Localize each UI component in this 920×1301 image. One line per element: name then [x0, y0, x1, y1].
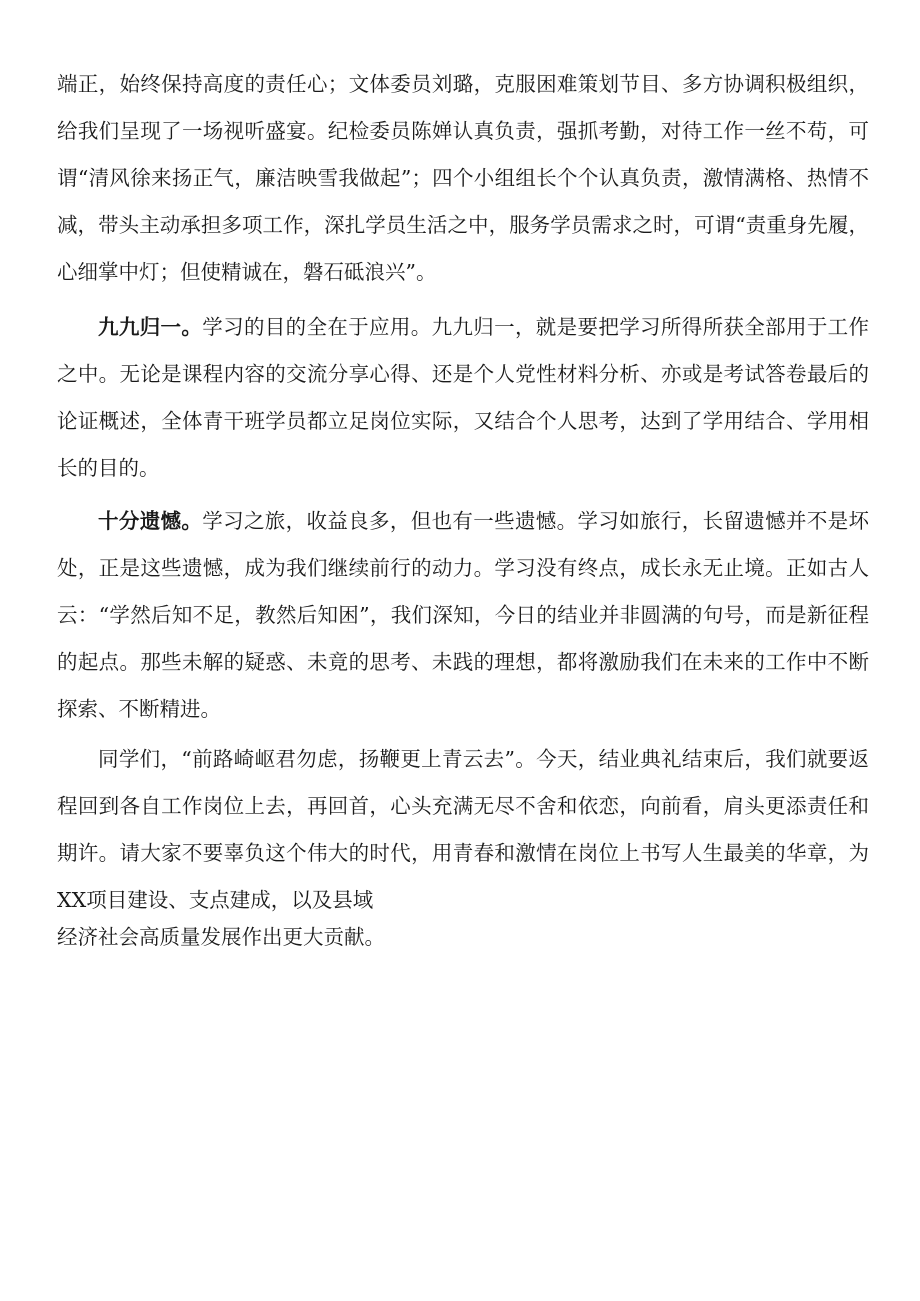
paragraph-text: 学习之旅，收益良多，但也有一些遗憾。学习如旅行，长留遗憾并不是坏处，正是这些遗憾，成为我们继续前行的动力。学习没有终点，成长永无止境。正如古人云：“学然后知不足，教然后知困”，我们深知，今日的结业并非圆满的句号，而是新征程的起点。那些未解的疑惑、未竟的思考、未践的理想，都将激励我们在未来的工作中不断探索、不断精进。 — [57, 509, 870, 721]
paragraph-text: 端正，始终保持高度的责任心；文体委员刘璐，克服困难策划节目、多方协调积极组织，给我们呈现了一场视听盛宴。纪检委员陈婵认真负责，强抓考勤，对待工作一丝不苟，可谓“清风徐来扬正气，廉洁映雪我做起”；四个小组组长个个认真负责，激情满格、热情不减，带头主动承担多项工作，深扎学员生活之中，服务学员需求之时，可谓“责重身先履，心细掌中灯；但使精诚在，磐石砥浪兴”。 — [57, 72, 869, 284]
paragraph-closing — [57, 736, 869, 952]
paragraph-shifenyihan — [57, 498, 869, 733]
paragraph-lead-heading: 九九归一。 — [98, 315, 203, 339]
paragraph-text: 同学们，“前路崎岖君勿虑，扬鞭更上青云去”。今天，结业典礼结束后，我们就要返程回到各自工作岗位上去，再回首，心头充满无尽不舍和依恋，向前看，肩头更添责任和期许。请大家不要辜负这个伟大的时代，用青春和激情在岗位上书写人生最美的华章，为XX项目建设、支点建成，以及县域 — [57, 747, 869, 912]
paragraph-tail-line: 经济社会高质量发展作出更大贡献。 — [57, 925, 385, 949]
paragraph-body — [57, 498, 869, 733]
paragraph-lead-heading: 十分遗憾。 — [98, 509, 203, 533]
paragraph-jiujiuguiyi — [57, 304, 869, 492]
paragraph-body — [57, 304, 869, 492]
paragraph-continuation — [57, 61, 869, 296]
paragraph-text: 学习的目的全在于应用。九九归一，就是要把学习所得所获全部用于工作之中。无论是课程内容的交流分享心得、还是个人党性材料分析、亦或是考试答卷最后的论证概述，全体青干班学员都立足岗位实际，又结合个人思考，达到了学用结合、学用相长的目的。 — [57, 315, 870, 480]
